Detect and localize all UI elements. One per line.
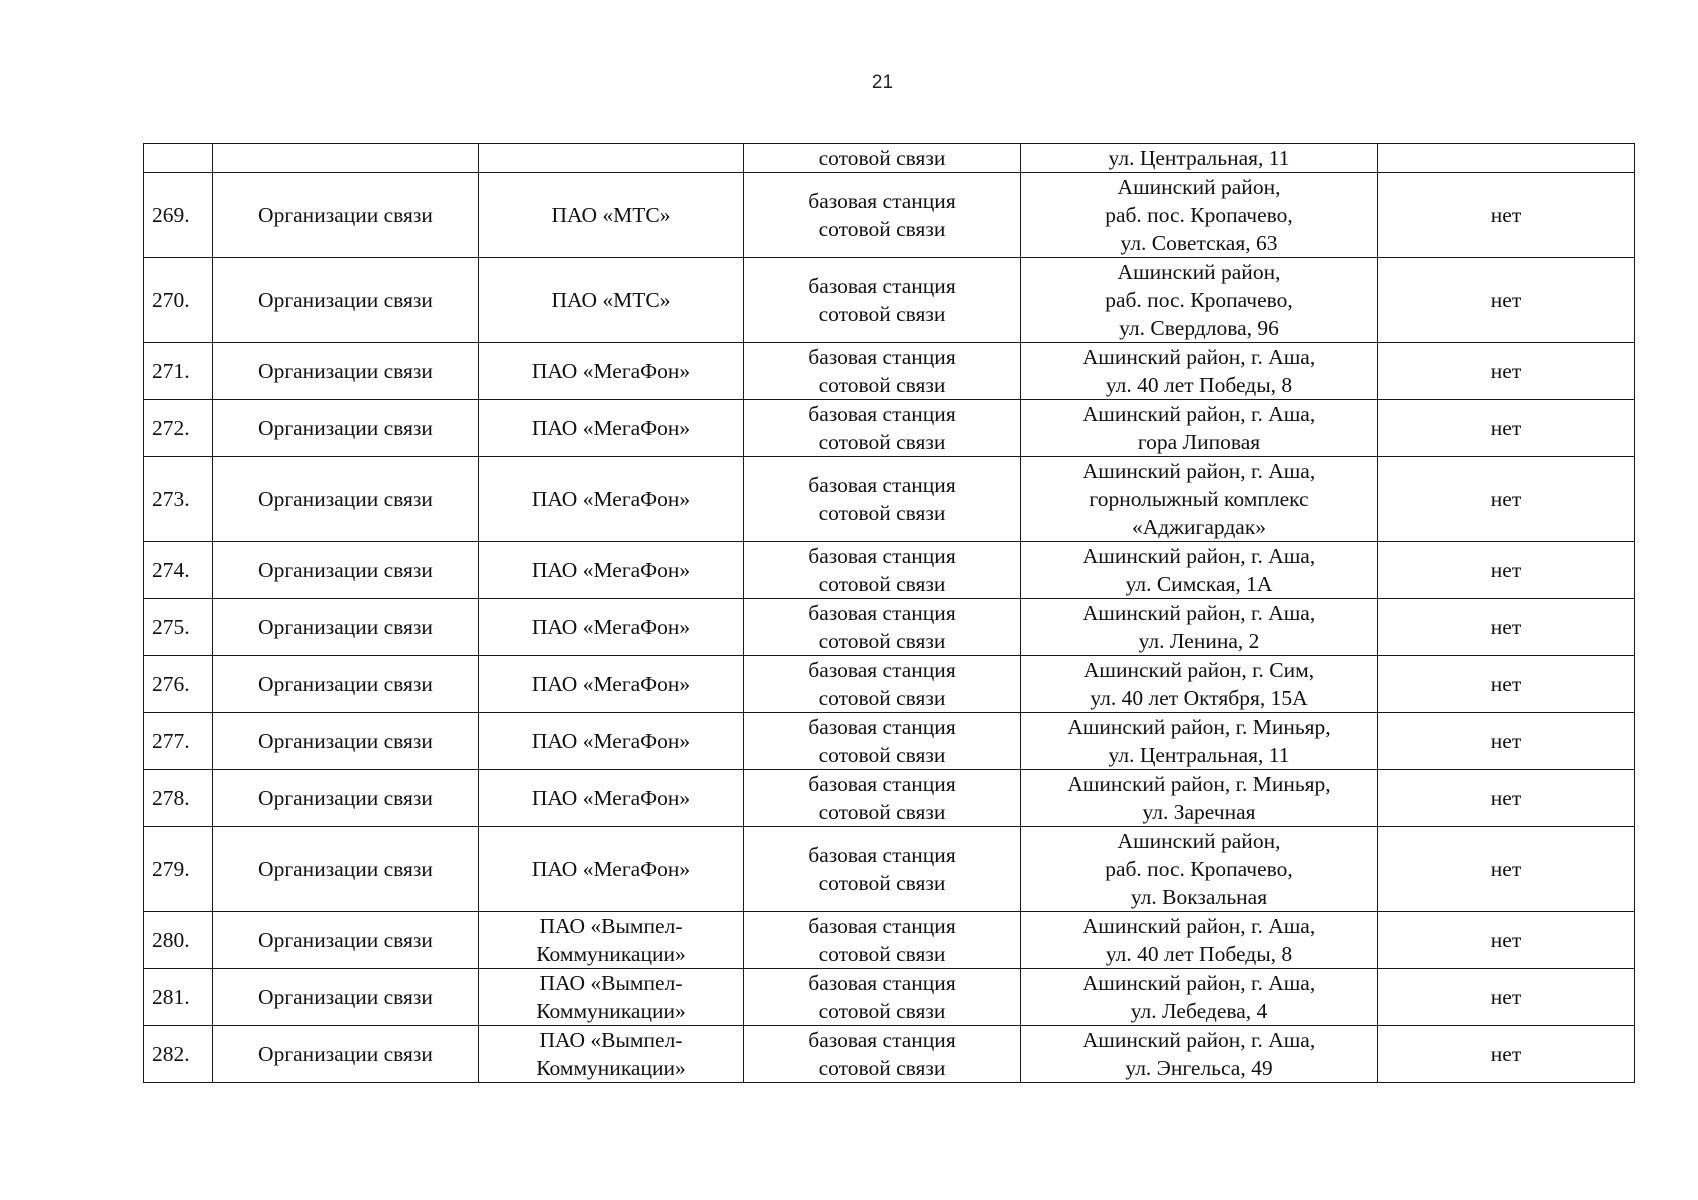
note-value: нет [1378,343,1635,400]
table-row [144,713,1635,770]
object-name: базовая станция сотовой связи [744,599,1021,656]
object-address: ул. Центральная, 11 [1021,144,1378,173]
organization-type: Организации связи [213,827,479,912]
row-number: 272. [144,400,213,457]
row-number: 270. [144,258,213,343]
organization-type: Организации связи [213,258,479,343]
object-address: Ашинский район, г. Аша, ул. 40 лет Победы, 8 [1021,343,1378,400]
object-name: базовая станция сотовой связи [744,969,1021,1026]
object-address: Ашинский район, г. Аша, гора Липовая [1021,400,1378,457]
table-row [144,969,1635,1026]
object-name: базовая станция сотовой связи [744,258,1021,343]
company-name: ПАО «МегаФон» [479,457,744,542]
note-value: нет [1378,400,1635,457]
row-number: 281. [144,969,213,1026]
organization-type: Организации связи [213,969,479,1026]
organization-type: Организации связи [213,173,479,258]
note-value: нет [1378,542,1635,599]
page-number: 21 [871,72,894,93]
company-name: ПАО «МегаФон» [479,656,744,713]
data-table [143,143,1635,1083]
table-row [144,542,1635,599]
row-number: 275. [144,599,213,656]
company-name: ПАО «Вымпел- Коммуникации» [479,1026,744,1083]
row-number: 269. [144,173,213,258]
company-name: ПАО «МТС» [479,173,744,258]
note-value: нет [1378,599,1635,656]
company-name: ПАО «Вымпел- Коммуникации» [479,912,744,969]
object-address: Ашинский район, г. Сим, ул. 40 лет Октября, 15А [1021,656,1378,713]
row-number: 279. [144,827,213,912]
object-name: базовая станция сотовой связи [744,770,1021,827]
object-name: базовая станция сотовой связи [744,457,1021,542]
object-name: базовая станция сотовой связи [744,713,1021,770]
table-row [144,343,1635,400]
table-row [144,599,1635,656]
object-name: базовая станция сотовой связи [744,343,1021,400]
company-name: ПАО «МегаФон» [479,400,744,457]
table-row [144,1026,1635,1083]
row-number: 276. [144,656,213,713]
object-address: Ашинский район, г. Аша, ул. Лебедева, 4 [1021,969,1378,1026]
organization-type: Организации связи [213,656,479,713]
table-row [144,827,1635,912]
organization-type: Организации связи [213,400,479,457]
note-value: нет [1378,1026,1635,1083]
note-value: нет [1378,827,1635,912]
object-address: Ашинский район, г. Аша, ул. Симская, 1А [1021,542,1378,599]
note-value: нет [1378,258,1635,343]
object-name: базовая станция сотовой связи [744,656,1021,713]
object-address: Ашинский район, г. Аша, ул. 40 лет Победы, 8 [1021,912,1378,969]
row-number: 282. [144,1026,213,1083]
note-value: нет [1378,457,1635,542]
object-address: Ашинский район, раб. пос. Кропачево, ул. Свердлова, 96 [1021,258,1378,343]
row-number: 280. [144,912,213,969]
object-address: Ашинский район, раб. пос. Кропачево, ул. Вокзальная [1021,827,1378,912]
note-value [1378,144,1635,173]
object-address: Ашинский район, г. Аша, горнолыжный комплекс «Аджигардак» [1021,457,1378,542]
organization-type: Организации связи [213,713,479,770]
object-address: Ашинский район, г. Миньяр, ул. Заречная [1021,770,1378,827]
object-name: сотовой связи [744,144,1021,173]
note-value: нет [1378,912,1635,969]
note-value: нет [1378,770,1635,827]
organization-type: Организации связи [213,542,479,599]
row-number: 274. [144,542,213,599]
organization-type [213,144,479,173]
note-value: нет [1378,656,1635,713]
object-address: Ашинский район, г. Аша, ул. Ленина, 2 [1021,599,1378,656]
object-name: базовая станция сотовой связи [744,827,1021,912]
organization-type: Организации связи [213,1026,479,1083]
row-number: 271. [144,343,213,400]
object-address: Ашинский район, раб. пос. Кропачево, ул. Советская, 63 [1021,173,1378,258]
company-name: ПАО «Вымпел- Коммуникации» [479,969,744,1026]
table-row [144,912,1635,969]
organization-type: Организации связи [213,343,479,400]
table-row [144,457,1635,542]
organization-type: Организации связи [213,770,479,827]
table-row [144,258,1635,343]
note-value: нет [1378,173,1635,258]
company-name: ПАО «МегаФон» [479,713,744,770]
table-row [144,770,1635,827]
object-name: базовая станция сотовой связи [744,912,1021,969]
row-number: 278. [144,770,213,827]
organization-type: Организации связи [213,912,479,969]
company-name: ПАО «МегаФон» [479,542,744,599]
note-value: нет [1378,713,1635,770]
object-name: базовая станция сотовой связи [744,1026,1021,1083]
row-number: 277. [144,713,213,770]
company-name [479,144,744,173]
row-number [144,144,213,173]
company-name: ПАО «МТС» [479,258,744,343]
company-name: ПАО «МегаФон» [479,827,744,912]
organization-type: Организации связи [213,457,479,542]
object-name: базовая станция сотовой связи [744,542,1021,599]
object-name: базовая станция сотовой связи [744,173,1021,258]
note-value: нет [1378,969,1635,1026]
table-row [144,173,1635,258]
table-row [144,656,1635,713]
company-name: ПАО «МегаФон» [479,599,744,656]
row-number: 273. [144,457,213,542]
object-address: Ашинский район, г. Миньяр, ул. Центральная, 11 [1021,713,1378,770]
table-row [144,400,1635,457]
organization-type: Организации связи [213,599,479,656]
table-row [144,144,1635,173]
company-name: ПАО «МегаФон» [479,343,744,400]
company-name: ПАО «МегаФон» [479,770,744,827]
object-name: базовая станция сотовой связи [744,400,1021,457]
object-address: Ашинский район, г. Аша, ул. Энгельса, 49 [1021,1026,1378,1083]
